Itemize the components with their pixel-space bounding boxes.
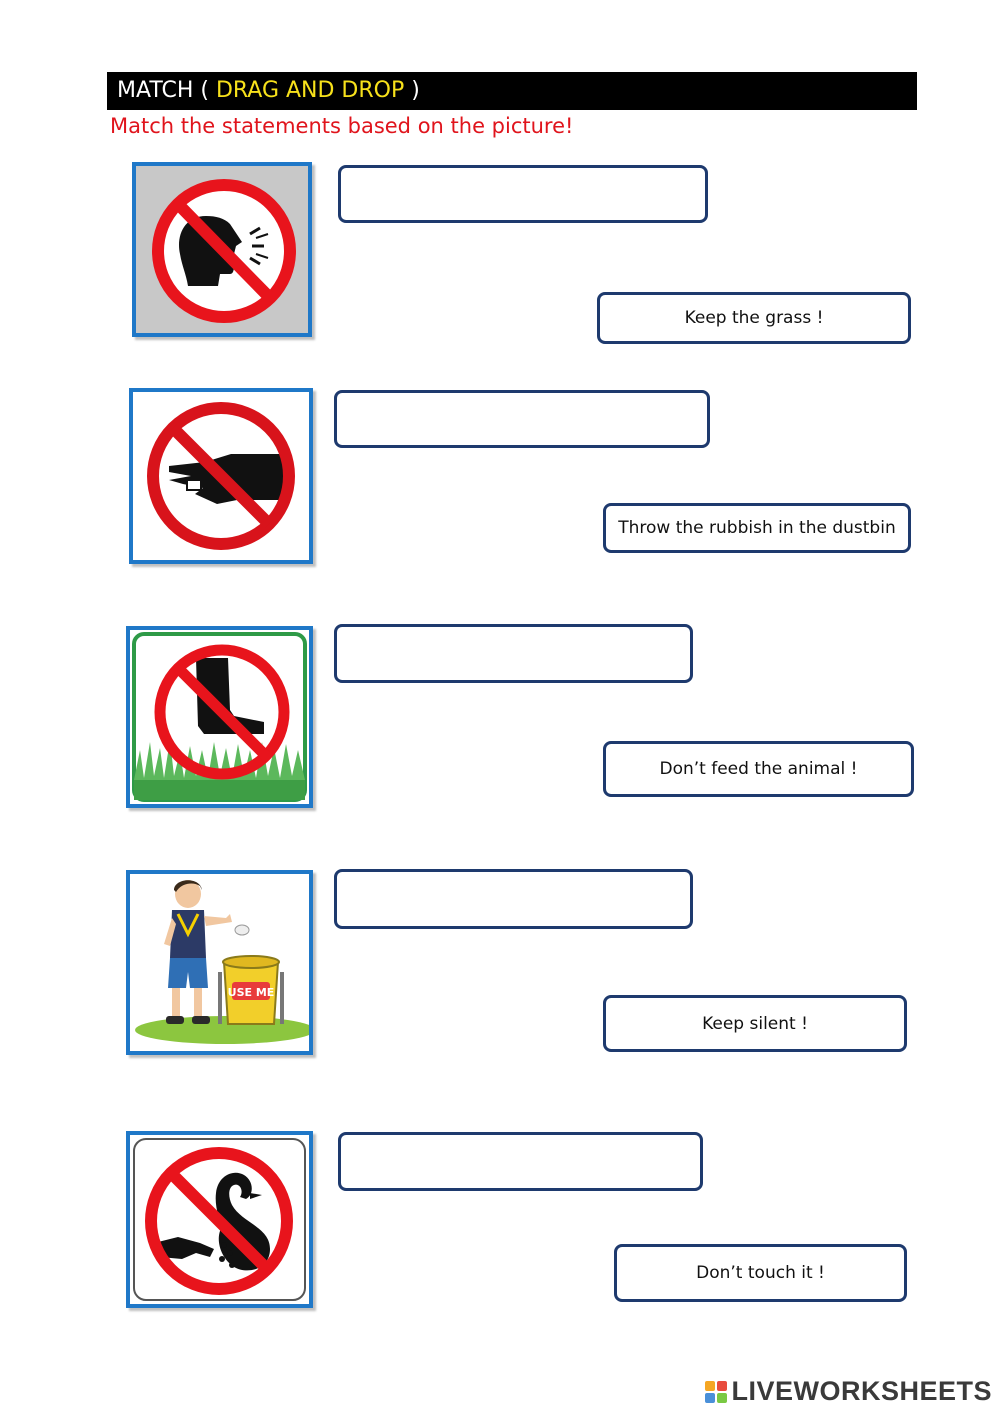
liveworksheets-logo	[705, 1376, 992, 1407]
picture-boy-dustbin	[126, 870, 313, 1055]
title-highlight: DRAG AND DROP	[215, 78, 405, 103]
instruction-text: Match the statements based on the picture!	[110, 114, 574, 138]
draggable-answer[interactable]: Don’t touch it !	[614, 1244, 907, 1302]
picture-no-pressing	[129, 388, 313, 564]
picture-no-feeding	[126, 1131, 313, 1308]
draggable-answer[interactable]: Keep silent !	[603, 995, 907, 1052]
no-shouting-icon	[136, 166, 308, 333]
drop-zone-4[interactable]	[334, 869, 693, 929]
bin-label: USE ME	[227, 986, 275, 999]
brand-name: LIVEWORKSHEETS	[731, 1376, 992, 1406]
drop-zone-2[interactable]	[334, 390, 710, 448]
drop-zone-1[interactable]	[338, 165, 708, 223]
no-pressing-button-icon	[133, 392, 309, 560]
no-feeding-animal-icon	[130, 1135, 309, 1304]
worksheet-title-bar	[107, 72, 917, 110]
draggable-answer[interactable]: Don’t feed the animal !	[603, 741, 914, 797]
logo-squares-icon	[705, 1381, 727, 1403]
title-prefix: MATCH (	[117, 78, 216, 103]
picture-no-stepping-grass	[126, 626, 313, 808]
picture-no-shouting	[132, 162, 312, 337]
title-suffix: )	[404, 78, 420, 103]
draggable-answer[interactable]: Keep the grass !	[597, 292, 911, 344]
draggable-answer[interactable]: Throw the rubbish in the dustbin	[603, 503, 911, 553]
boy-throwing-rubbish-in-dustbin-icon	[130, 874, 309, 1051]
drop-zone-5[interactable]	[338, 1132, 703, 1191]
no-stepping-on-grass-icon	[130, 630, 309, 804]
drop-zone-3[interactable]	[334, 624, 693, 683]
